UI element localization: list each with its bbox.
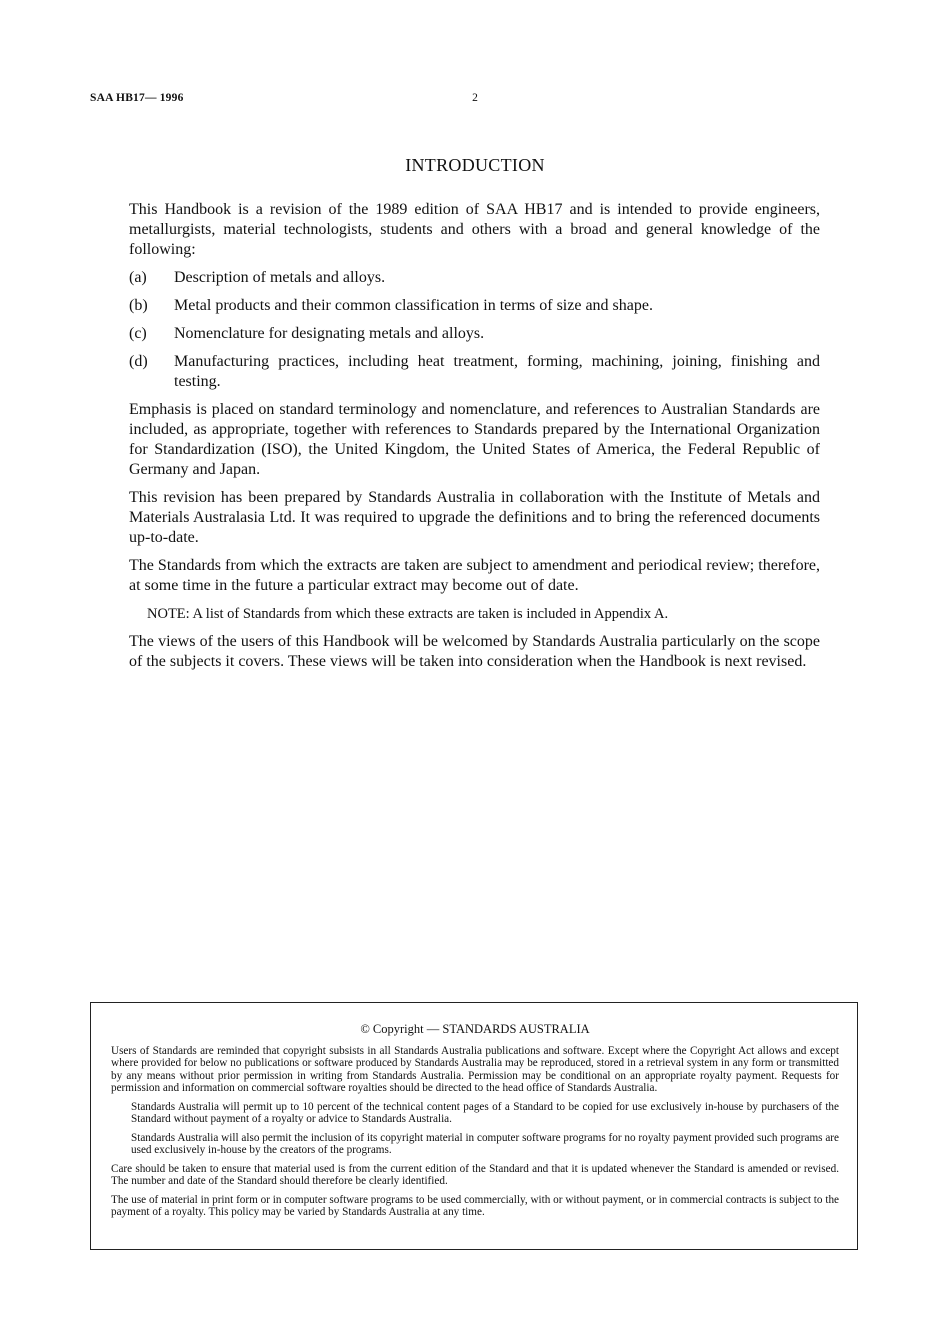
list-item (129, 296, 820, 316)
copyright-paragraph: Standards Australia will permit up to 10 percent of the technical content pages of a Standard to be copied for use exclusively in-house by purchasers of the Standard without payment of a royalty or advice to Standards Australia. (131, 1100, 839, 1125)
note-paragraph: NOTE: A list of Standards from which these extracts are taken is included in Appendix A. (147, 606, 669, 622)
list-item-label: (b) (129, 297, 148, 314)
intro-paragraph: This Handbook is a revision of the 1989 edition of SAA HB17 and is intended to provide engineers, metallurgists, material technologists, students and others with a broad and general knowledge of the following: (129, 201, 820, 258)
copyright-paragraph: The use of material in print form or in computer software programs to be used commercially, with or without payment, or in commercial contracts is subject to the payment of a royalty. This policy may be varied by Standards Australia at any time. (111, 1193, 839, 1218)
copyright-paragraph: Standards Australia will also permit the inclusion of its copyright material in computer software programs for no royalty payment provided such programs are used exclusively in-house by the creators of the programs. (131, 1131, 839, 1156)
list-item (129, 324, 820, 344)
list-item (129, 268, 820, 288)
section-heading: INTRODUCTION (405, 155, 545, 175)
list-item-text: Metal products and their common classification in terms of size and shape. (174, 297, 653, 314)
copyright-paragraph: Care should be taken to ensure that material used is from the current edition of the Standard and that it is updated whenever the Standard is amended or revised. The number and date of the Standard should therefore be clearly identified. (111, 1162, 839, 1187)
page-number: 2 (472, 92, 478, 104)
copyright-paragraph: Users of Standards are reminded that copyright subsists in all Standards Australia publications and software. Except where the Copyright Act allows and except where provided for below no publications or software produced by Standards Australia may be reproduced, stored in a retrieval system in any form or transmitted by any means without prior permission in writing from Standards Australia. Permission may be conditional on an appropriate royalty payment. Requests for permission and information on commercial software royalties should be directed to the head office of Standards Australia. (111, 1044, 839, 1094)
emphasis-paragraph: Emphasis is placed on standard terminology and nomenclature, and references to Australian Standards are included, as appropriate, together with references to Standards prepared by the International Organization for Standardization (ISO), the United Kingdom, the United States of America, the Federal Republic of Germany and Japan. (129, 401, 820, 478)
list-item-text: Manufacturing practices, including heat treatment, forming, machining, joining, finishing and testing. (174, 353, 820, 390)
list-item (129, 352, 820, 392)
copyright-title: © Copyright — STANDARDS AUSTRALIA (360, 1022, 590, 1036)
list-item-label: (a) (129, 269, 147, 286)
revision-paragraph: This revision has been prepared by Standards Australia in collaboration with the Institute of Metals and Materials Australasia Ltd. It was required to upgrade the definitions and to bring the referenced documents up-to-date. (129, 489, 820, 546)
extracts-paragraph: The Standards from which the extracts are taken are subject to amendment and periodical review; therefore, at some time in the future a particular extract may become out of date. (129, 557, 820, 594)
list-item-label: (d) (129, 353, 148, 370)
copyright-notice-box (90, 1002, 858, 1250)
running-head-designation: SAA HB17— 1996 (90, 92, 184, 104)
list-item-label: (c) (129, 325, 147, 342)
list-item-text: Nomenclature for designating metals and alloys. (174, 325, 485, 342)
topic-list (129, 268, 820, 392)
list-item-text: Description of metals and alloys. (174, 269, 386, 286)
introduction-body (129, 200, 820, 680)
views-paragraph: The views of the users of this Handbook will be welcomed by Standards Australia particularly on the scope of the subjects it covers. These views will be taken into consideration when the Handbook is next revised. (129, 633, 820, 670)
